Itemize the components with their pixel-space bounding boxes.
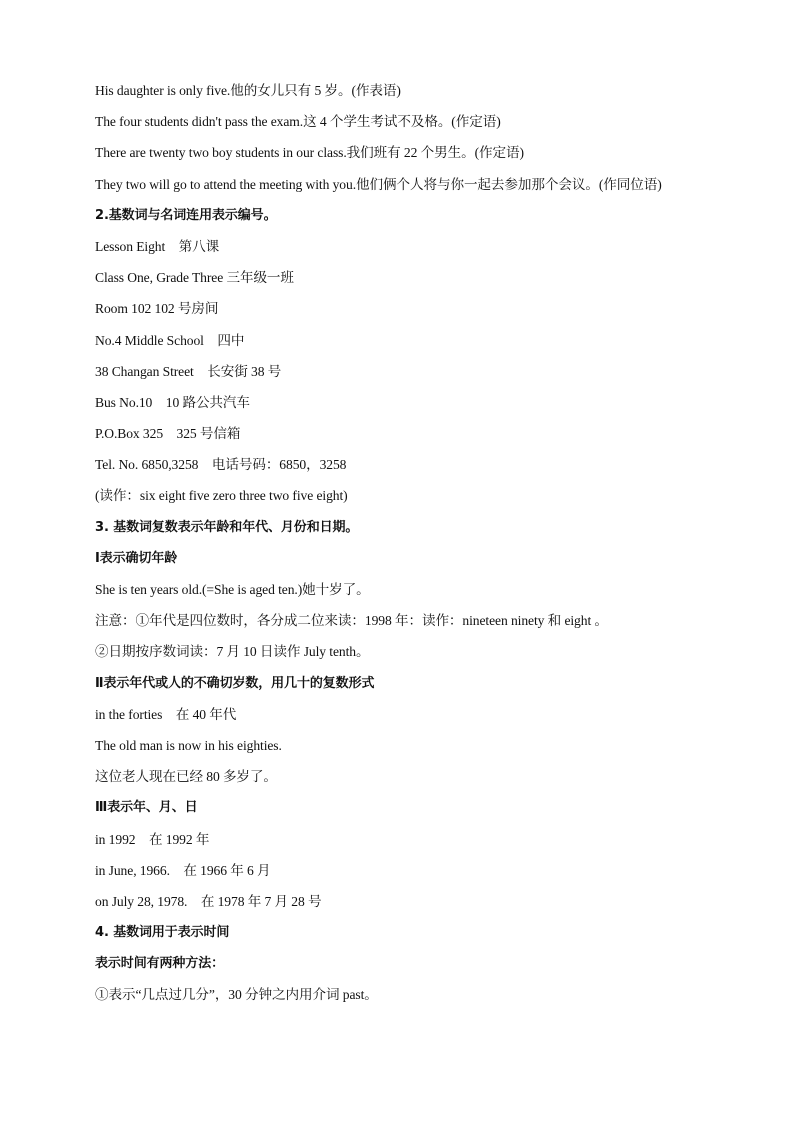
text-line: P.O.Box 325 325 号信箱	[95, 426, 241, 442]
text-line: ①表示“几点过几分”，30 分钟之内用介词 past。	[95, 987, 378, 1003]
text-line: 注意：①年代是四位数时，各分成二位来读：1998 年：读作：nineteen ninety 和 eight 。	[95, 613, 608, 629]
text-line: No.4 Middle School 四中	[95, 332, 245, 348]
text-line: The four students didn't pass the exam.这 4 个学生考试不及格。(作定语)	[95, 114, 501, 130]
text-line: Lesson Eight 第八课	[95, 238, 220, 254]
section-heading: 2.基数词与名词连用表示编号。	[95, 207, 277, 223]
section-heading: 3. 基数词复数表示年龄和年代、月份和日期。	[95, 519, 359, 535]
text-line: She is ten years old.(=She is aged ten.)她十岁了。	[95, 582, 370, 597]
text-line: in June, 1966. 在 1966 年 6 月	[95, 862, 271, 878]
text-line: Class One, Grade Three 三年级一班	[95, 270, 294, 286]
text-line: 38 Changan Street 长安街 38 号	[95, 363, 282, 379]
text-line: His daughter is only five.他的女儿只有 5 岁。(作表语)	[95, 83, 401, 98]
document-page	[95, 80, 735, 1016]
text-line: There are twenty two boy students in our class.我们班有 22 个男生。(作定语)	[95, 145, 524, 161]
text-line: Room 102 102 号房间	[95, 301, 219, 317]
subsection-heading: Ⅲ表示年、月、日	[95, 800, 198, 816]
text-line: (读作：six eight five zero three two five eight)	[95, 488, 348, 504]
text-line: ②日期按序数词读：7 月 10 日读作 July tenth。	[95, 644, 370, 660]
text-line: on July 28, 1978. 在 1978 年 7 月 28 号	[95, 893, 322, 909]
section-heading: 4. 基数词用于表示时间	[95, 925, 230, 941]
text-line: They two will go to attend the meeting with you.他们俩个人将与你一起去参加那个会议。(作同位语)	[95, 176, 662, 192]
text-line: Bus No.10 10 路公共汽车	[95, 394, 250, 410]
text-line: Tel. No. 6850,3258 电话号码：6850，3258	[95, 457, 347, 473]
subsection-heading: Ⅰ表示确切年龄	[95, 550, 178, 566]
subsection-heading: Ⅱ表示年代或人的不确切岁数，用几十的复数形式	[95, 675, 375, 691]
text-line: in the forties 在 40 年代	[95, 706, 237, 722]
text-line: 这位老人现在已经 80 多岁了。	[95, 769, 277, 785]
text-line: The old man is now in his eighties.	[95, 737, 282, 753]
subsection-heading: 表示时间有两种方法：	[95, 956, 225, 972]
text-line: in 1992 在 1992 年	[95, 831, 210, 847]
